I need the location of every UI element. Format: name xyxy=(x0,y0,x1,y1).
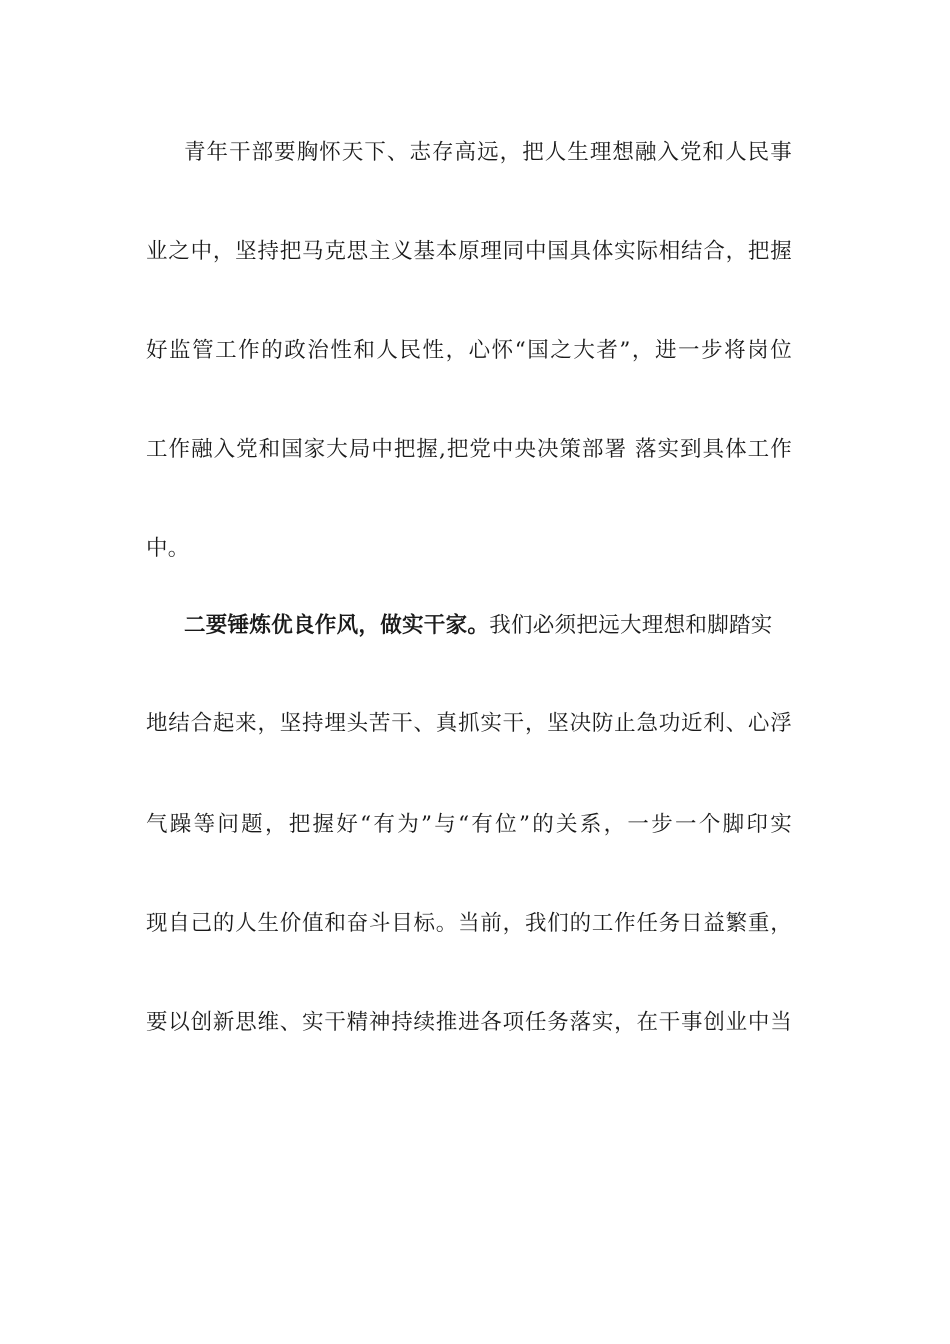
paragraph2-line-5: 要以创新思维、实干精神持续推进各项任务落实，在干事创业中当 xyxy=(146,1010,792,1035)
paragraph1-line-1: 青年干部要胸怀天下、志存高远，把人生理想融入党和人民事 xyxy=(184,140,792,165)
paragraph1-line-2: 业之中，坚持把马克思主义基本原理同中国具体实际相结合，把握 xyxy=(146,239,792,264)
paragraph2-line-3: 气躁等问题，把握好“有为”与“有位”的关系，一步一个脚印实 xyxy=(146,812,792,837)
paragraph2-line-4: 现自己的人生价值和奋斗目标。当前，我们的工作任务日益繁重， xyxy=(146,911,792,936)
paragraph2-heading: 二要锤炼优良作风，做实干家。 xyxy=(184,613,490,638)
paragraph1-line-5: 中。 xyxy=(146,536,190,561)
paragraph2-line-1-rest: 我们必须把远大理想和脚踏实 xyxy=(489,613,773,638)
paragraph2-line-2: 地结合起来，坚持埋头苦干、真抓实干，坚决防止急功近利、心浮 xyxy=(146,711,792,736)
paragraph1-line-3: 好监管工作的政治性和人民性，心怀“国之大者”，进一步将岗位 xyxy=(146,338,792,363)
paragraph1-line-4: 工作融入党和国家大局中把握,把党中央决策部署 落实到具体工作 xyxy=(146,437,792,462)
paragraph2-line-1 xyxy=(184,611,792,641)
